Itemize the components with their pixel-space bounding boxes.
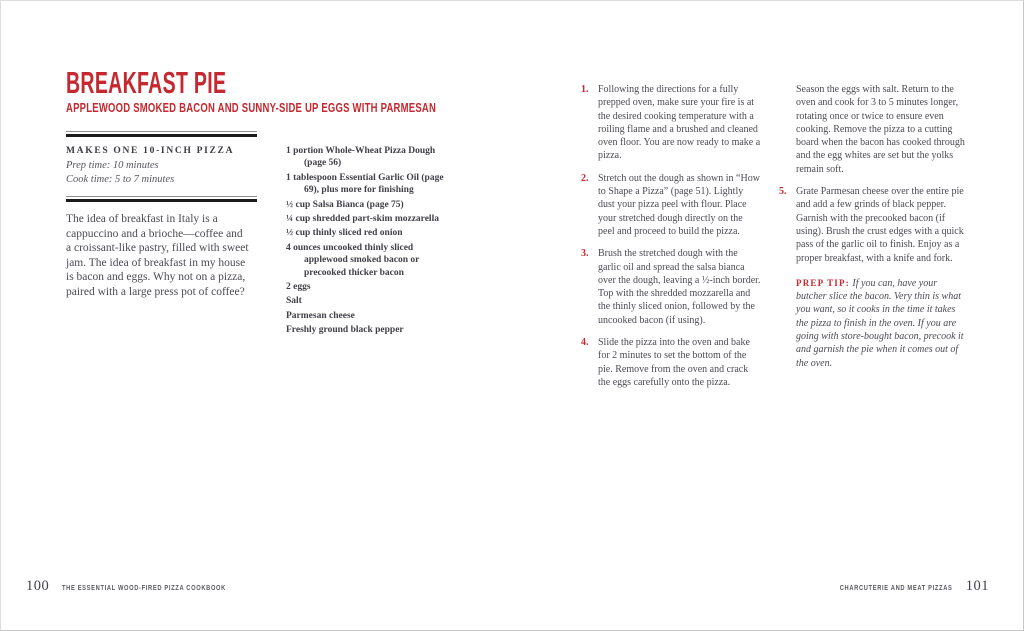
page-number-left: 100 — [26, 578, 50, 594]
step-text: Brush the stretched dough with the garlic oil and spread the salsa bianca over the dough, leaving a ½-inch border. Top with the shredded mozzarella and the thinly sliced onion, followed by the uncooked bacon (if using). — [598, 248, 761, 326]
ingredient-item: Salt — [286, 296, 302, 307]
step-item — [779, 185, 966, 265]
double-rule-top — [66, 131, 257, 137]
ingredient-item: 1 portion Whole-Wheat Pizza Dough (page 56) — [286, 146, 436, 169]
yield-line: MAKES ONE 10-INCH PIZZA — [66, 146, 235, 156]
prep-tip-label: PREP TIP: — [796, 277, 850, 288]
page-number-right: 101 — [965, 578, 989, 594]
prep-time: Prep time: 10 minutes — [66, 160, 159, 171]
step-text: Stretch out the dough as shown in “How to Shape a Pizza” (page 51). Lightly dust your pizza peel with flour. Place your stretched dough directly on the peel and proceed to build the pizza. — [598, 172, 760, 237]
recipe-meta-block — [66, 131, 257, 202]
step-item — [581, 336, 761, 389]
cook-time: Cook time: 5 to 7 minutes — [66, 173, 175, 185]
ingredient-item: ¼ cup shredded part-skim mozzarella — [286, 214, 439, 225]
step-number: 3. — [581, 248, 589, 260]
ingredient-item: ½ cup Salsa Bianca (page 75) — [286, 199, 404, 210]
step-text: Following the directions for a fully prepped oven, make sure your fire is at the desired cooking temperature with a roiling flame and a brushed and cleaned oven floor. You are now ready to make a pizza. — [598, 84, 761, 162]
step-number: 2. — [581, 172, 589, 184]
footer-right — [815, 578, 989, 595]
prep-tip — [779, 277, 966, 370]
step-number: 4. — [581, 337, 589, 349]
step-4-continuation: Season the eggs with salt. Return to the oven and cook for 3 to 5 minutes longer, rotating once or twice to ensure even cooking. Remove the pizza to a cutting board when the bacon has cooked through and the egg whites are set but the yolks remain soft. — [796, 84, 965, 175]
ingredients-list — [286, 145, 458, 339]
running-title-right: CHARCUTERIE AND MEAT PIZZAS — [840, 585, 953, 592]
intro-paragraph: The idea of breakfast in Italy is a cappuccino and a brioche—coffee and a croissant-like pastry, filled with sweet jam. The idea of breakfast in my house is bacon and eggs. Why not on a pizza, paired with a large press pot of coffee? — [66, 213, 249, 298]
step-item — [581, 172, 761, 238]
footer-left — [26, 578, 262, 595]
ingredient-item: 1 tablespoon Essential Garlic Oil (page 69), plus more for finishing — [286, 172, 444, 196]
recipe-subtitle: APPLEWOOD SMOKED BACON AND SUNNY-SIDE UP EGGS WITH PARMESAN — [66, 101, 437, 115]
step-number: 5. — [779, 186, 787, 198]
step-number: 1. — [581, 84, 589, 95]
step-text: Slide the pizza into the oven and bake for 2 minutes to set the bottom of the pie. Remove from the oven and crack the eggs carefully onto the pizza. — [598, 337, 750, 388]
step-text: Grate Parmesan cheese over the entire pie and add a few grinds of black pepper. Garnish with the precooked bacon (if using). Brush the crust edges with a quick pass of the garlic oil to finish. Enjoy as a proper breakfast, with a knife and fork. — [796, 186, 964, 264]
steps-column-1 — [581, 83, 761, 398]
step-item — [581, 83, 761, 163]
ingredient-item: Freshly ground black pepper — [286, 325, 404, 336]
step-item — [581, 247, 761, 327]
recipe-title: BREAKFAST PIE — [66, 65, 227, 100]
ingredient-item: 4 ounces uncooked thinly sliced applewood smoked bacon or precooked thicker bacon — [286, 242, 420, 278]
ingredient-item: 2 eggs — [286, 282, 311, 293]
ingredient-item: ½ cup thinly sliced red onion — [286, 228, 403, 239]
double-rule-bottom — [66, 196, 257, 202]
prep-tip-text: If you can, have your butcher slice the bacon. Very thin is what you want, so it cooks in the time it takes the pizza to finish in the oven. If you are going with store-bought bacon, precook it and garnish the pie when it comes out of the oven. — [796, 277, 964, 369]
running-title-left: THE ESSENTIAL WOOD-FIRED PIZZA COOKBOOK — [62, 585, 227, 592]
ingredient-item: Parmesan cheese — [286, 310, 355, 321]
steps-column-2 — [779, 83, 966, 370]
